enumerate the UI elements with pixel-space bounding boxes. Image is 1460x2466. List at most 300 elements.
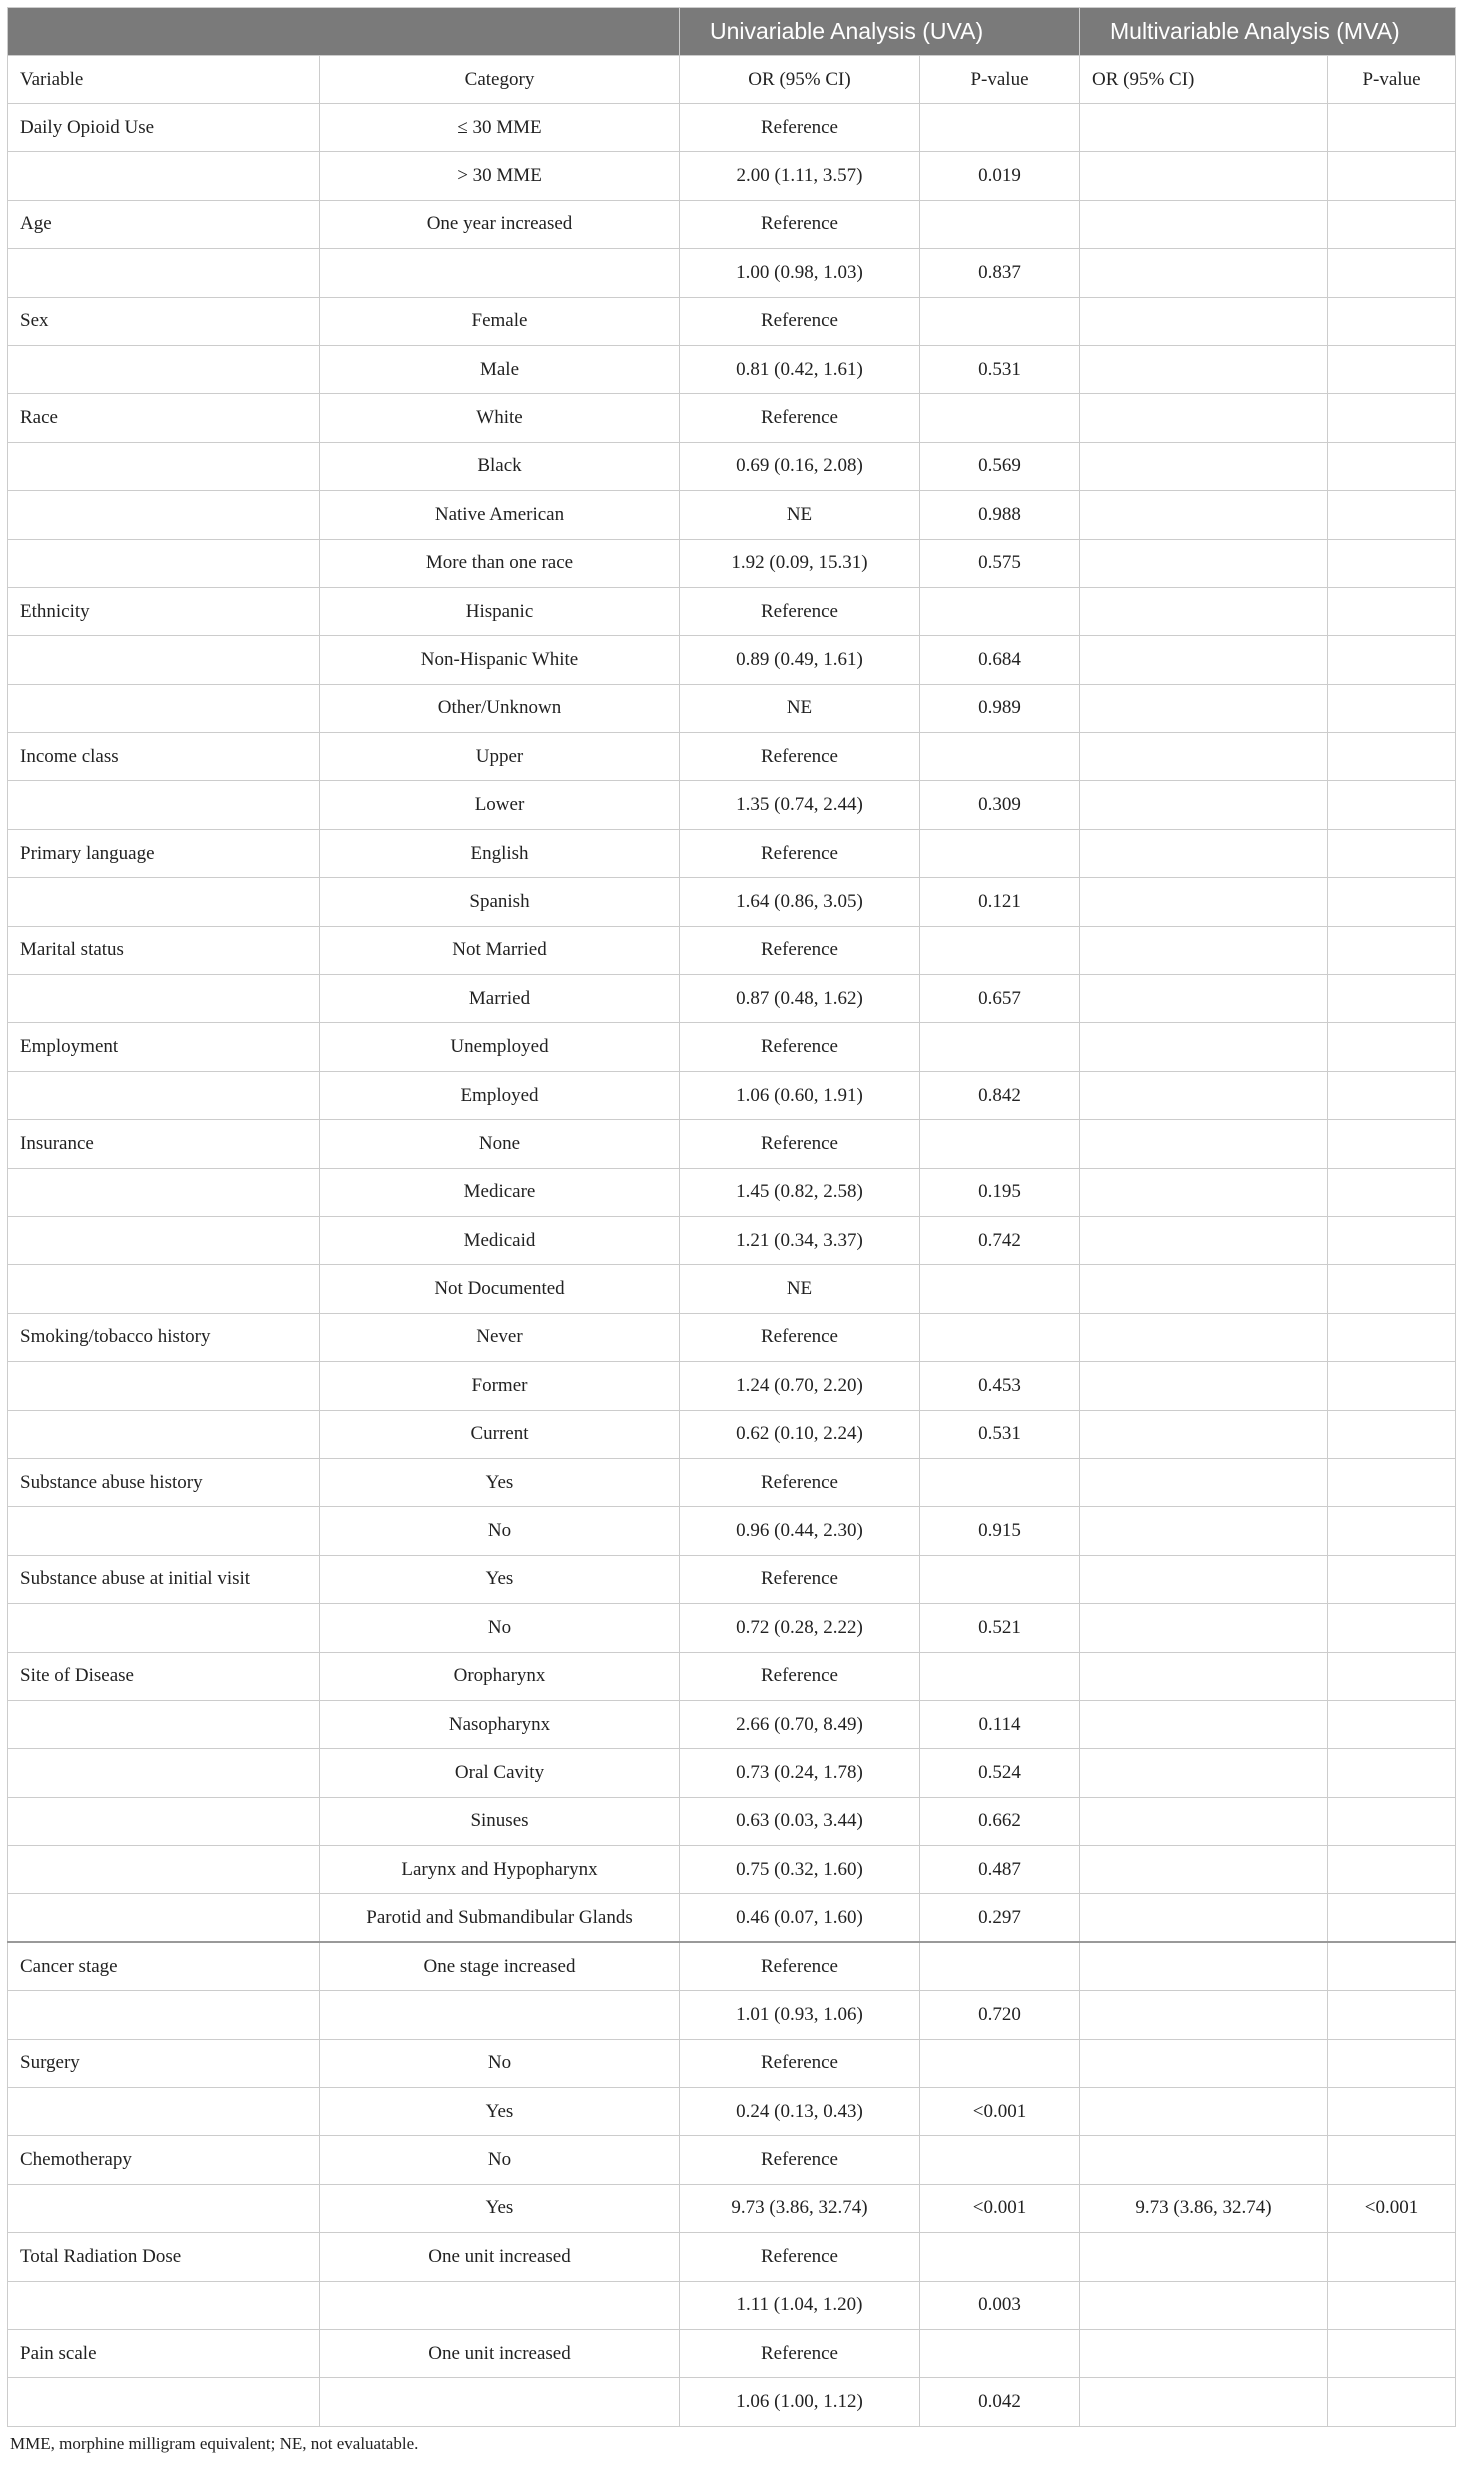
category-cell: Current	[320, 1410, 680, 1458]
variable-cell	[8, 1071, 320, 1119]
category-cell: More than one race	[320, 539, 680, 587]
uva-or-cell: Reference	[680, 926, 920, 974]
uva-or-cell: 1.06 (0.60, 1.91)	[680, 1071, 920, 1119]
uva-pvalue-cell: <0.001	[920, 2184, 1080, 2232]
uva-pvalue-cell	[920, 297, 1080, 345]
category-cell: None	[320, 1120, 680, 1168]
variable-cell	[8, 878, 320, 926]
variable-cell	[8, 1700, 320, 1748]
table-row	[8, 1507, 1456, 1555]
table-row	[8, 1216, 1456, 1264]
uva-pvalue-cell: 0.915	[920, 1507, 1080, 1555]
table-row	[8, 491, 1456, 539]
uva-pvalue-cell	[920, 200, 1080, 248]
table-row	[8, 152, 1456, 200]
mva-or-cell	[1080, 1942, 1328, 1990]
category-cell: Not Married	[320, 926, 680, 974]
uva-pvalue-cell	[920, 926, 1080, 974]
category-cell: Nasopharynx	[320, 1700, 680, 1748]
uva-or-cell: 1.06 (1.00, 1.12)	[680, 2378, 920, 2426]
variable-cell	[8, 1168, 320, 1216]
mva-or-cell	[1080, 442, 1328, 490]
mva-pvalue-cell: <0.001	[1328, 2184, 1456, 2232]
table-row	[8, 1894, 1456, 1942]
uva-or-cell: Reference	[680, 297, 920, 345]
uva-pvalue-cell: 0.720	[920, 1991, 1080, 2039]
table-body	[8, 104, 1456, 2427]
category-cell: Parotid and Submandibular Glands	[320, 1894, 680, 1942]
table-row	[8, 829, 1456, 877]
uva-or-cell: 0.75 (0.32, 1.60)	[680, 1846, 920, 1894]
uva-pvalue-cell: 0.524	[920, 1749, 1080, 1797]
mva-pvalue-cell	[1328, 394, 1456, 442]
mva-pvalue-cell	[1328, 1942, 1456, 1990]
table-row	[8, 1991, 1456, 2039]
table-row	[8, 104, 1456, 152]
variable-cell: Age	[8, 200, 320, 248]
category-cell: One year increased	[320, 200, 680, 248]
variable-cell: Daily Opioid Use	[8, 104, 320, 152]
mva-or-cell	[1080, 539, 1328, 587]
table-row	[8, 442, 1456, 490]
mva-pvalue-cell	[1328, 2378, 1456, 2426]
mva-pvalue-cell	[1328, 781, 1456, 829]
uva-pvalue-cell: 0.842	[920, 1071, 1080, 1119]
mva-or-cell	[1080, 684, 1328, 732]
table-row	[8, 1071, 1456, 1119]
table-row	[8, 2184, 1456, 2232]
mva-pvalue-cell	[1328, 1507, 1456, 1555]
uva-pvalue-cell	[920, 1942, 1080, 1990]
variable-cell	[8, 1362, 320, 1410]
uva-pvalue-cell: 0.657	[920, 975, 1080, 1023]
uva-pvalue-cell: 0.684	[920, 636, 1080, 684]
uva-or-cell: NE	[680, 684, 920, 732]
uva-pvalue-cell: 0.121	[920, 878, 1080, 926]
variable-cell	[8, 1604, 320, 1652]
mva-pvalue-cell	[1328, 297, 1456, 345]
mva-or-cell	[1080, 878, 1328, 926]
col-header-uva-or: OR (95% CI)	[680, 56, 920, 104]
variable-cell	[8, 1749, 320, 1797]
uva-pvalue-cell: 0.569	[920, 442, 1080, 490]
mva-or-cell	[1080, 1749, 1328, 1797]
mva-pvalue-cell	[1328, 878, 1456, 926]
uva-or-cell: 1.24 (0.70, 2.20)	[680, 1362, 920, 1410]
mva-pvalue-cell	[1328, 2233, 1456, 2281]
table-row	[8, 200, 1456, 248]
category-cell: Medicare	[320, 1168, 680, 1216]
uva-or-cell: Reference	[680, 1555, 920, 1603]
table-row	[8, 975, 1456, 1023]
uva-pvalue-cell: 0.019	[920, 152, 1080, 200]
category-cell: Yes	[320, 2184, 680, 2232]
mva-or-cell	[1080, 394, 1328, 442]
category-cell: Medicaid	[320, 1216, 680, 1264]
category-cell: Hispanic	[320, 587, 680, 635]
mva-or-cell: 9.73 (3.86, 32.74)	[1080, 2184, 1328, 2232]
table-row	[8, 1700, 1456, 1748]
uva-or-cell: Reference	[680, 2136, 920, 2184]
category-cell: Female	[320, 297, 680, 345]
variable-cell: Ethnicity	[8, 587, 320, 635]
mva-or-cell	[1080, 104, 1328, 152]
table-row	[8, 1555, 1456, 1603]
variable-cell	[8, 1991, 320, 2039]
uva-or-cell: 2.00 (1.11, 3.57)	[680, 152, 920, 200]
category-cell: No	[320, 2136, 680, 2184]
results-table	[7, 7, 1456, 2427]
variable-cell: Income class	[8, 733, 320, 781]
mva-pvalue-cell	[1328, 152, 1456, 200]
uva-or-cell: NE	[680, 491, 920, 539]
variable-cell: Smoking/tobacco history	[8, 1313, 320, 1361]
mva-pvalue-cell	[1328, 1410, 1456, 1458]
category-cell: One unit increased	[320, 2329, 680, 2377]
variable-cell	[8, 1410, 320, 1458]
category-cell: One unit increased	[320, 2233, 680, 2281]
uva-or-cell: Reference	[680, 1313, 920, 1361]
uva-pvalue-cell: 0.531	[920, 345, 1080, 393]
uva-or-cell: Reference	[680, 200, 920, 248]
mva-pvalue-cell	[1328, 1797, 1456, 1845]
uva-pvalue-cell	[920, 1265, 1080, 1313]
category-cell	[320, 249, 680, 297]
variable-cell: Sex	[8, 297, 320, 345]
uva-pvalue-cell	[920, 829, 1080, 877]
mva-or-cell	[1080, 1991, 1328, 2039]
table-row	[8, 2039, 1456, 2087]
variable-cell: Site of Disease	[8, 1652, 320, 1700]
mva-pvalue-cell	[1328, 1991, 1456, 2039]
variable-cell: Cancer stage	[8, 1942, 320, 1990]
uva-or-cell: 2.66 (0.70, 8.49)	[680, 1700, 920, 1748]
uva-pvalue-cell: 0.531	[920, 1410, 1080, 1458]
mva-pvalue-cell	[1328, 2088, 1456, 2136]
uva-pvalue-cell: 0.989	[920, 684, 1080, 732]
uva-pvalue-cell: 0.521	[920, 1604, 1080, 1652]
mva-or-cell	[1080, 1458, 1328, 1506]
category-cell: Larynx and Hypopharynx	[320, 1846, 680, 1894]
uva-or-cell: 0.89 (0.49, 1.61)	[680, 636, 920, 684]
uva-or-cell: 0.62 (0.10, 2.24)	[680, 1410, 920, 1458]
mva-pvalue-cell	[1328, 587, 1456, 635]
uva-pvalue-cell	[920, 1313, 1080, 1361]
mva-pvalue-cell	[1328, 1652, 1456, 1700]
mva-or-cell	[1080, 1265, 1328, 1313]
mva-or-cell	[1080, 345, 1328, 393]
uva-or-cell: Reference	[680, 1652, 920, 1700]
uva-or-cell: 1.21 (0.34, 3.37)	[680, 1216, 920, 1264]
table-row	[8, 636, 1456, 684]
mva-or-cell	[1080, 1120, 1328, 1168]
table-row	[8, 249, 1456, 297]
variable-cell	[8, 1894, 320, 1942]
variable-cell: Primary language	[8, 829, 320, 877]
uva-pvalue-cell	[920, 2039, 1080, 2087]
mva-pvalue-cell	[1328, 1023, 1456, 1071]
category-cell: > 30 MME	[320, 152, 680, 200]
mva-or-cell	[1080, 2329, 1328, 2377]
mva-pvalue-cell	[1328, 345, 1456, 393]
col-header-mva-or: OR (95% CI)	[1080, 56, 1328, 104]
variable-cell	[8, 1216, 320, 1264]
mva-pvalue-cell	[1328, 1120, 1456, 1168]
mva-or-cell	[1080, 975, 1328, 1023]
uva-pvalue-cell: 0.003	[920, 2281, 1080, 2329]
uva-pvalue-cell: 0.837	[920, 249, 1080, 297]
category-cell: Lower	[320, 781, 680, 829]
uva-pvalue-cell	[920, 1458, 1080, 1506]
variable-cell: Surgery	[8, 2039, 320, 2087]
variable-cell	[8, 684, 320, 732]
variable-cell	[8, 2184, 320, 2232]
mva-pvalue-cell	[1328, 2039, 1456, 2087]
uva-pvalue-cell: 0.195	[920, 1168, 1080, 1216]
group-header-row	[8, 8, 1456, 56]
uva-or-cell: Reference	[680, 587, 920, 635]
table-footnote: MME, morphine milligram equivalent; NE, not evaluatable.	[10, 2434, 419, 2453]
uva-pvalue-cell: 0.114	[920, 1700, 1080, 1748]
mva-or-cell	[1080, 1555, 1328, 1603]
table-row	[8, 1168, 1456, 1216]
uva-or-cell: 0.63 (0.03, 3.44)	[680, 1797, 920, 1845]
category-cell: Black	[320, 442, 680, 490]
table-row	[8, 2233, 1456, 2281]
variable-cell	[8, 345, 320, 393]
category-cell: Not Documented	[320, 1265, 680, 1313]
variable-cell	[8, 152, 320, 200]
uva-pvalue-cell	[920, 1555, 1080, 1603]
category-cell: One stage increased	[320, 1942, 680, 1990]
uva-or-cell: 1.01 (0.93, 1.06)	[680, 1991, 920, 2039]
mva-pvalue-cell	[1328, 104, 1456, 152]
mva-or-cell	[1080, 781, 1328, 829]
uva-or-cell: Reference	[680, 1458, 920, 1506]
uva-pvalue-cell: 0.742	[920, 1216, 1080, 1264]
mva-or-cell	[1080, 1168, 1328, 1216]
mva-or-cell	[1080, 2281, 1328, 2329]
uva-or-cell: Reference	[680, 2329, 920, 2377]
uva-or-cell: Reference	[680, 2039, 920, 2087]
mva-group-header: Multivariable Analysis (MVA)	[1080, 8, 1456, 56]
col-header-category: Category	[320, 56, 680, 104]
uva-or-cell: 0.73 (0.24, 1.78)	[680, 1749, 920, 1797]
variable-cell	[8, 636, 320, 684]
variable-cell	[8, 1265, 320, 1313]
uva-pvalue-cell	[920, 104, 1080, 152]
table-row	[8, 1023, 1456, 1071]
uva-or-cell: 1.45 (0.82, 2.58)	[680, 1168, 920, 1216]
mva-or-cell	[1080, 1700, 1328, 1748]
table-row	[8, 1313, 1456, 1361]
variable-cell	[8, 1846, 320, 1894]
uva-pvalue-cell: 0.487	[920, 1846, 1080, 1894]
mva-or-cell	[1080, 1652, 1328, 1700]
mva-pvalue-cell	[1328, 249, 1456, 297]
mva-pvalue-cell	[1328, 491, 1456, 539]
category-cell: English	[320, 829, 680, 877]
mva-or-cell	[1080, 733, 1328, 781]
category-cell: No	[320, 2039, 680, 2087]
variable-cell	[8, 491, 320, 539]
uva-or-cell: Reference	[680, 1120, 920, 1168]
table-row	[8, 1749, 1456, 1797]
category-cell: ≤ 30 MME	[320, 104, 680, 152]
mva-or-cell	[1080, 1797, 1328, 1845]
category-cell	[320, 2281, 680, 2329]
table-row	[8, 1362, 1456, 1410]
uva-or-cell: 0.46 (0.07, 1.60)	[680, 1894, 920, 1942]
table-row	[8, 1120, 1456, 1168]
uva-pvalue-cell	[920, 2136, 1080, 2184]
mva-pvalue-cell	[1328, 926, 1456, 974]
uva-or-cell: 0.69 (0.16, 2.08)	[680, 442, 920, 490]
mva-or-cell	[1080, 1507, 1328, 1555]
category-cell: Yes	[320, 2088, 680, 2136]
variable-cell	[8, 975, 320, 1023]
mva-pvalue-cell	[1328, 1846, 1456, 1894]
mva-or-cell	[1080, 152, 1328, 200]
category-cell: Non-Hispanic White	[320, 636, 680, 684]
mva-or-cell	[1080, 1023, 1328, 1071]
mva-or-cell	[1080, 1846, 1328, 1894]
uva-pvalue-cell	[920, 394, 1080, 442]
table-row	[8, 345, 1456, 393]
mva-pvalue-cell	[1328, 442, 1456, 490]
mva-or-cell	[1080, 1071, 1328, 1119]
mva-or-cell	[1080, 2378, 1328, 2426]
mva-pvalue-cell	[1328, 1749, 1456, 1797]
uva-pvalue-cell	[920, 587, 1080, 635]
category-cell: Upper	[320, 733, 680, 781]
table-row	[8, 1410, 1456, 1458]
variable-cell	[8, 442, 320, 490]
mva-pvalue-cell	[1328, 1071, 1456, 1119]
variable-cell: Total Radiation Dose	[8, 2233, 320, 2281]
category-cell: White	[320, 394, 680, 442]
variable-cell	[8, 781, 320, 829]
uva-pvalue-cell: 0.988	[920, 491, 1080, 539]
category-cell: No	[320, 1604, 680, 1652]
variable-cell	[8, 539, 320, 587]
mva-pvalue-cell	[1328, 684, 1456, 732]
table-row	[8, 2088, 1456, 2136]
mva-or-cell	[1080, 1604, 1328, 1652]
mva-pvalue-cell	[1328, 733, 1456, 781]
table-row	[8, 1604, 1456, 1652]
category-cell: Employed	[320, 1071, 680, 1119]
table-row	[8, 878, 1456, 926]
mva-or-cell	[1080, 1216, 1328, 1264]
table-row	[8, 733, 1456, 781]
uva-pvalue-cell	[920, 1120, 1080, 1168]
mva-or-cell	[1080, 926, 1328, 974]
table-row	[8, 394, 1456, 442]
category-cell	[320, 1991, 680, 2039]
uva-or-cell: 0.87 (0.48, 1.62)	[680, 975, 920, 1023]
category-cell: Married	[320, 975, 680, 1023]
mva-pvalue-cell	[1328, 1894, 1456, 1942]
uva-or-cell: Reference	[680, 1023, 920, 1071]
category-cell: Other/Unknown	[320, 684, 680, 732]
mva-pvalue-cell	[1328, 1313, 1456, 1361]
uva-or-cell: 1.11 (1.04, 1.20)	[680, 2281, 920, 2329]
table-row	[8, 1942, 1456, 1990]
table-row	[8, 2281, 1456, 2329]
variable-cell	[8, 2088, 320, 2136]
table-row	[8, 297, 1456, 345]
mva-or-cell	[1080, 2039, 1328, 2087]
mva-or-cell	[1080, 1410, 1328, 1458]
col-header-mva-pvalue: P-value	[1328, 56, 1456, 104]
category-cell: Male	[320, 345, 680, 393]
uva-or-cell: Reference	[680, 1942, 920, 1990]
mva-or-cell	[1080, 1362, 1328, 1410]
mva-pvalue-cell	[1328, 636, 1456, 684]
uva-or-cell: Reference	[680, 104, 920, 152]
mva-pvalue-cell	[1328, 1604, 1456, 1652]
mva-or-cell	[1080, 636, 1328, 684]
category-cell: Spanish	[320, 878, 680, 926]
variable-cell	[8, 2281, 320, 2329]
mva-or-cell	[1080, 587, 1328, 635]
uva-pvalue-cell	[920, 733, 1080, 781]
mva-or-cell	[1080, 200, 1328, 248]
uva-or-cell: 1.35 (0.74, 2.44)	[680, 781, 920, 829]
uva-or-cell: 0.96 (0.44, 2.30)	[680, 1507, 920, 1555]
mva-or-cell	[1080, 2136, 1328, 2184]
table-row	[8, 926, 1456, 974]
category-cell: No	[320, 1507, 680, 1555]
mva-or-cell	[1080, 1894, 1328, 1942]
mva-pvalue-cell	[1328, 1265, 1456, 1313]
mva-or-cell	[1080, 829, 1328, 877]
uva-pvalue-cell	[920, 2233, 1080, 2281]
uva-pvalue-cell: 0.662	[920, 1797, 1080, 1845]
category-cell: Former	[320, 1362, 680, 1410]
mva-pvalue-cell	[1328, 975, 1456, 1023]
uva-pvalue-cell: 0.309	[920, 781, 1080, 829]
category-cell	[320, 2378, 680, 2426]
mva-pvalue-cell	[1328, 539, 1456, 587]
variable-cell: Substance abuse history	[8, 1458, 320, 1506]
uva-or-cell: Reference	[680, 2233, 920, 2281]
variable-cell	[8, 2378, 320, 2426]
uva-pvalue-cell: <0.001	[920, 2088, 1080, 2136]
mva-or-cell	[1080, 1313, 1328, 1361]
mva-pvalue-cell	[1328, 2329, 1456, 2377]
mva-pvalue-cell	[1328, 829, 1456, 877]
mva-or-cell	[1080, 2088, 1328, 2136]
mva-pvalue-cell	[1328, 200, 1456, 248]
uva-pvalue-cell: 0.575	[920, 539, 1080, 587]
uva-pvalue-cell: 0.297	[920, 1894, 1080, 1942]
col-header-variable: Variable	[8, 56, 320, 104]
table-row	[8, 1265, 1456, 1313]
uva-group-header: Univariable Analysis (UVA)	[680, 8, 1080, 56]
category-cell: Yes	[320, 1555, 680, 1603]
mva-pvalue-cell	[1328, 1700, 1456, 1748]
uva-or-cell: 0.24 (0.13, 0.43)	[680, 2088, 920, 2136]
variable-cell	[8, 1797, 320, 1845]
uva-pvalue-cell: 0.042	[920, 2378, 1080, 2426]
uva-or-cell: 1.92 (0.09, 15.31)	[680, 539, 920, 587]
table-row	[8, 587, 1456, 635]
table-row	[8, 539, 1456, 587]
mva-or-cell	[1080, 491, 1328, 539]
category-cell: Never	[320, 1313, 680, 1361]
